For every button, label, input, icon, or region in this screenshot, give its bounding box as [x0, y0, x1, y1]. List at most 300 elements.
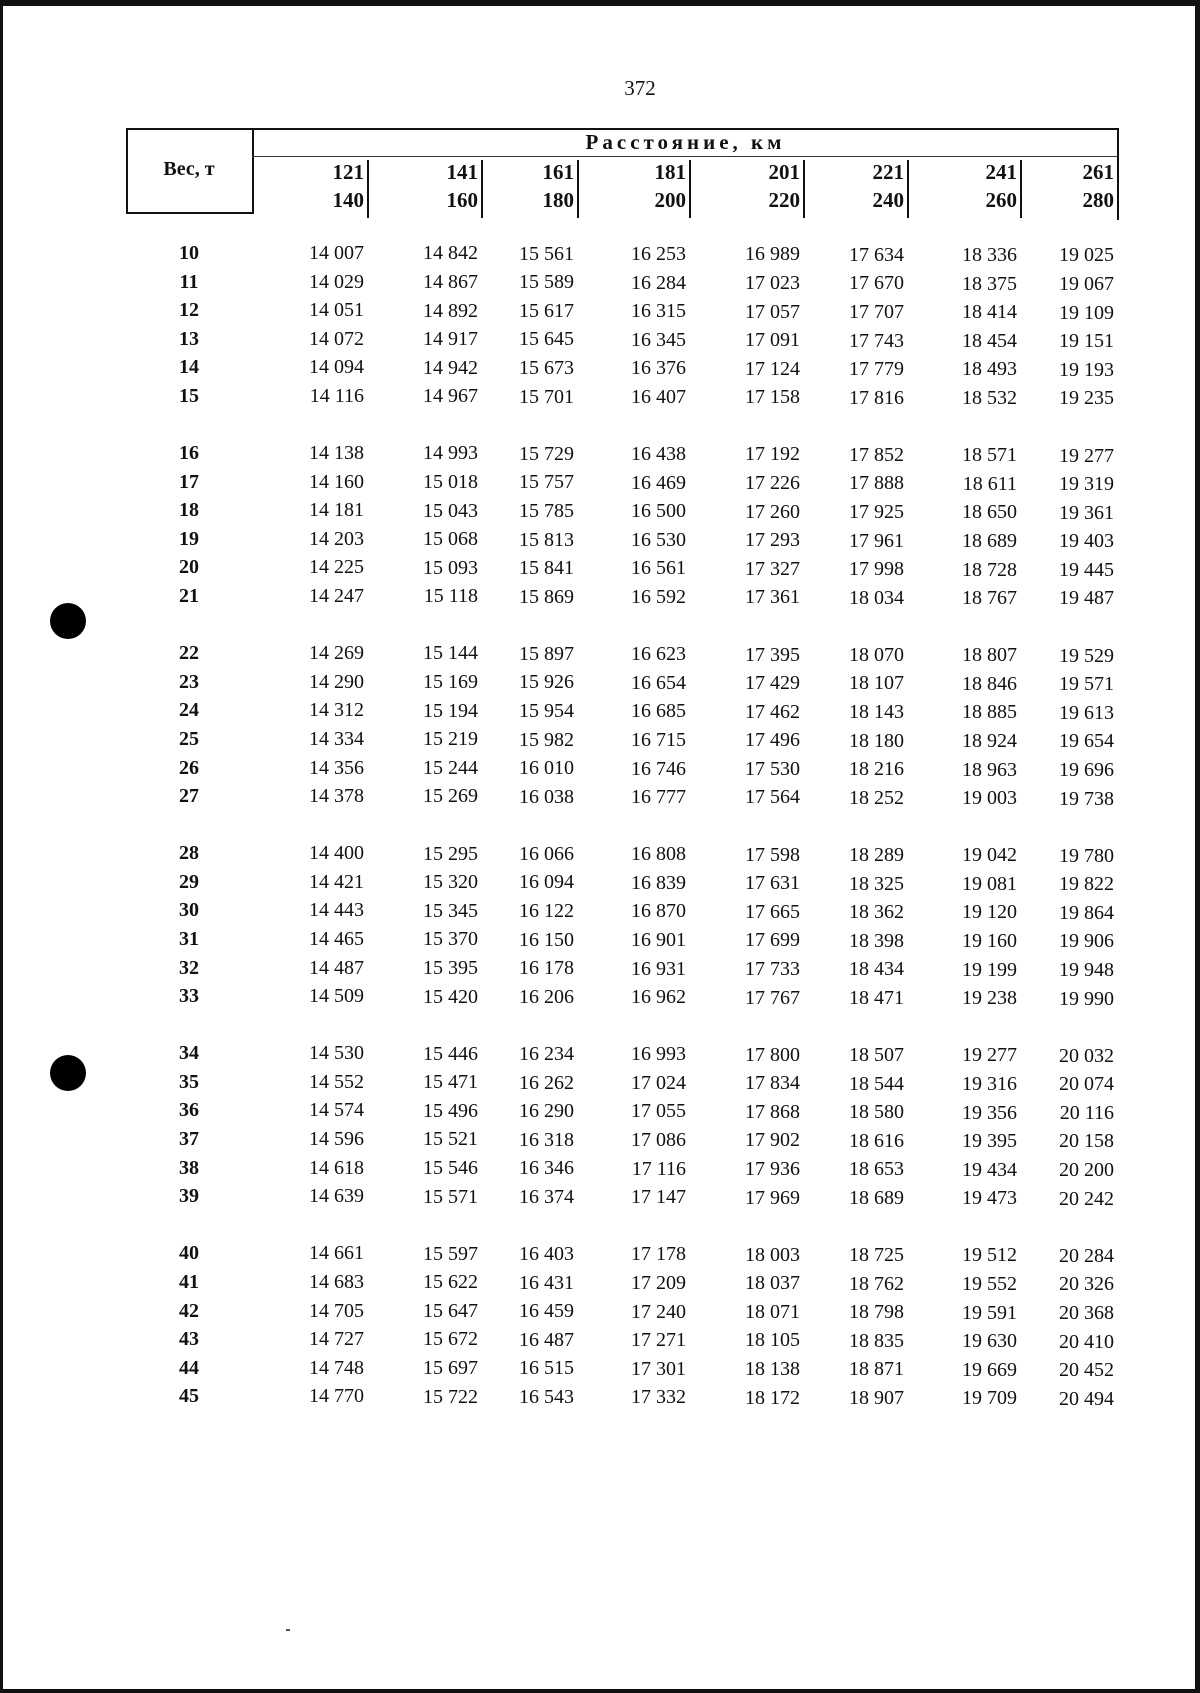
value-cell: 14 247 — [309, 585, 364, 608]
value-cell: 19 434 — [962, 1158, 1017, 1181]
value-cell: 14 138 — [309, 442, 364, 465]
row-group — [126, 642, 1119, 814]
table-row — [126, 1185, 1119, 1214]
value-cell: 17 902 — [745, 1129, 800, 1152]
value-cell: 17 564 — [745, 786, 800, 809]
range-to: 160 — [446, 188, 478, 212]
value-cell: 17 361 — [745, 586, 800, 609]
value-cell: 16 150 — [519, 928, 574, 951]
value-cell: 18 963 — [962, 758, 1017, 781]
value-cell: 15 813 — [519, 528, 574, 551]
value-cell: 17 209 — [631, 1271, 686, 1294]
value-cell: 16 262 — [519, 1071, 574, 1094]
value-cell: 15 673 — [519, 357, 574, 380]
value-cell: 17 024 — [631, 1071, 686, 1094]
row-group — [126, 242, 1119, 414]
value-cell: 18 289 — [849, 843, 904, 866]
value-cell: 14 661 — [309, 1242, 364, 1265]
scan-border-left — [0, 0, 3, 1693]
table-row — [126, 1357, 1119, 1386]
value-cell: 20 074 — [1059, 1073, 1114, 1096]
value-cell: 14 867 — [423, 270, 478, 293]
value-cell: 18 689 — [849, 1186, 904, 1209]
value-cell: 17 147 — [631, 1186, 686, 1209]
value-cell: 14 203 — [309, 527, 364, 550]
weight-cell: 14 — [179, 356, 199, 379]
weight-cell: 45 — [179, 1385, 199, 1408]
distance-header-rule — [252, 156, 1119, 157]
value-cell: 16 623 — [631, 643, 686, 666]
value-cell: 19 109 — [1059, 301, 1114, 324]
value-cell: 16 407 — [631, 386, 686, 409]
table-row — [126, 699, 1119, 728]
value-cell: 14 967 — [423, 385, 478, 408]
value-cell: 17 530 — [745, 757, 800, 780]
value-cell: 17 767 — [745, 986, 800, 1009]
value-cell: 15 320 — [423, 871, 478, 894]
table-row — [126, 1128, 1119, 1157]
value-cell: 19 990 — [1059, 987, 1114, 1010]
value-cell: 15 446 — [423, 1042, 478, 1065]
table-row — [126, 1042, 1119, 1071]
value-cell: 19 780 — [1059, 844, 1114, 867]
value-cell: 17 332 — [631, 1386, 686, 1409]
weight-cell: 16 — [179, 442, 199, 465]
table-row — [126, 871, 1119, 900]
weight-header-bottom-rule — [126, 212, 252, 214]
value-cell: 17 086 — [631, 1129, 686, 1152]
value-cell: 16 543 — [519, 1385, 574, 1408]
weight-cell: 20 — [179, 556, 199, 579]
scan-border-right — [1195, 0, 1200, 1693]
value-cell: 15 244 — [423, 756, 478, 779]
value-cell: 15 420 — [423, 985, 478, 1008]
table-row — [126, 1385, 1119, 1414]
weight-cell: 13 — [179, 327, 199, 350]
value-cell: 17 192 — [745, 443, 800, 466]
weight-cell: 40 — [179, 1242, 199, 1265]
value-cell: 17 327 — [745, 557, 800, 580]
weight-cell: 29 — [179, 870, 199, 893]
value-cell: 14 072 — [309, 327, 364, 350]
value-cell: 19 356 — [962, 1101, 1017, 1124]
value-cell: 15 496 — [423, 1099, 478, 1122]
range-header-3 — [576, 160, 688, 218]
value-cell: 18 762 — [849, 1272, 904, 1295]
value-cell: 17 816 — [849, 386, 904, 409]
value-cell: 16 253 — [631, 243, 686, 266]
value-cell: 19 948 — [1059, 959, 1114, 981]
value-cell: 15 645 — [519, 328, 574, 351]
value-cell: 19 025 — [1059, 244, 1114, 267]
value-cell: 18 336 — [962, 244, 1017, 267]
value-cell: 16 318 — [519, 1128, 574, 1151]
value-cell: 14 443 — [309, 899, 364, 922]
value-cell: 18 003 — [745, 1243, 800, 1266]
value-cell: 15 697 — [423, 1357, 478, 1380]
value-cell: 16 715 — [631, 728, 686, 751]
value-cell: 15 018 — [423, 471, 478, 493]
value-cell: 16 438 — [631, 443, 686, 466]
value-cell: 18 616 — [849, 1129, 904, 1152]
table-row — [126, 957, 1119, 986]
value-cell: 15 701 — [519, 385, 574, 408]
value-cell: 18 143 — [849, 701, 904, 724]
value-cell: 18 767 — [962, 587, 1017, 610]
value-cell: 20 158 — [1059, 1130, 1114, 1153]
range-header-0 — [252, 160, 366, 218]
table-row — [126, 328, 1119, 357]
value-cell: 14 465 — [309, 927, 364, 950]
punch-hole — [50, 1055, 86, 1091]
value-cell: 15 118 — [423, 585, 478, 608]
value-cell: 18 571 — [962, 444, 1017, 467]
value-cell: 16 901 — [631, 929, 686, 952]
value-cell: 14 727 — [309, 1328, 364, 1351]
value-cell: 17 057 — [745, 300, 800, 323]
range-header-2 — [480, 160, 576, 218]
range-from: 221 — [872, 160, 904, 184]
value-cell: 15 897 — [519, 642, 574, 665]
value-cell: 16 654 — [631, 671, 686, 694]
weight-cell: 31 — [179, 927, 199, 950]
value-cell: 17 998 — [849, 558, 904, 581]
value-cell: 19 630 — [962, 1330, 1017, 1353]
range-to: 260 — [985, 188, 1017, 212]
value-cell: 19 277 — [962, 1044, 1017, 1067]
weight-cell: 10 — [179, 242, 199, 264]
weight-cell: 34 — [179, 1042, 199, 1065]
weight-cell: 38 — [179, 1156, 199, 1179]
value-cell: 18 362 — [849, 901, 904, 924]
value-cell: 17 631 — [745, 872, 800, 895]
value-cell: 19 709 — [962, 1387, 1017, 1410]
value-cell: 17 834 — [745, 1072, 800, 1095]
value-cell: 18 434 — [849, 958, 904, 981]
value-cell: 17 178 — [631, 1243, 686, 1266]
value-cell: 19 529 — [1059, 644, 1114, 667]
value-cell: 16 206 — [519, 985, 574, 1008]
table-header — [126, 128, 1119, 220]
value-cell: 18 544 — [849, 1072, 904, 1095]
table-row — [126, 1157, 1119, 1186]
value-cell: 15 144 — [423, 642, 478, 665]
weight-cell: 17 — [179, 470, 199, 493]
value-cell: 20 368 — [1059, 1301, 1114, 1324]
weight-cell: 36 — [179, 1099, 199, 1122]
value-cell: 19 403 — [1059, 530, 1114, 553]
value-cell: 14 312 — [309, 699, 364, 722]
value-cell: 14 400 — [309, 842, 364, 865]
tariff-table-body — [126, 242, 1119, 1442]
value-cell: 15 926 — [519, 671, 574, 694]
table-row — [126, 499, 1119, 528]
table-row — [126, 299, 1119, 328]
value-cell: 15 672 — [423, 1328, 478, 1351]
value-cell: 17 961 — [849, 529, 904, 552]
value-cell: 16 870 — [631, 900, 686, 923]
value-cell: 17 969 — [745, 1186, 800, 1209]
value-cell: 20 200 — [1059, 1159, 1114, 1182]
value-cell: 19 193 — [1059, 358, 1114, 381]
range-from: 121 — [332, 160, 364, 184]
value-cell: 15 521 — [423, 1128, 478, 1151]
weight-cell: 15 — [179, 384, 199, 407]
table-row — [126, 728, 1119, 757]
value-cell: 18 252 — [849, 786, 904, 809]
value-cell: 19 696 — [1059, 758, 1114, 781]
value-cell: 14 051 — [309, 299, 364, 322]
value-cell: 14 378 — [309, 785, 364, 808]
value-cell: 16 500 — [631, 500, 686, 523]
value-cell: 15 869 — [519, 585, 574, 608]
value-cell: 16 962 — [631, 986, 686, 1009]
weight-cell: 21 — [179, 585, 199, 608]
value-cell: 19 552 — [962, 1273, 1017, 1295]
value-cell: 18 846 — [962, 672, 1017, 695]
weight-cell: 26 — [179, 756, 199, 779]
value-cell: 14 748 — [309, 1356, 364, 1379]
value-cell: 17 707 — [849, 300, 904, 323]
value-cell: 18 532 — [962, 387, 1017, 410]
value-cell: 15 093 — [423, 556, 478, 579]
value-cell: 14 509 — [309, 985, 364, 1008]
value-cell: 18 037 — [745, 1272, 800, 1295]
value-cell: 20 242 — [1059, 1187, 1114, 1210]
value-cell: 14 639 — [309, 1185, 364, 1208]
value-cell: 14 160 — [309, 470, 364, 493]
value-cell: 19 822 — [1059, 873, 1114, 896]
scan-border-bottom — [0, 1689, 1200, 1693]
value-cell: 17 598 — [745, 843, 800, 866]
value-cell: 14 094 — [309, 356, 364, 379]
value-cell: 17 158 — [745, 386, 800, 409]
range-to: 220 — [768, 188, 800, 212]
value-cell: 14 181 — [309, 499, 364, 522]
weight-cell: 12 — [179, 299, 199, 322]
value-cell: 17 936 — [745, 1158, 800, 1181]
row-group — [126, 842, 1119, 1014]
value-cell: 14 892 — [423, 299, 478, 322]
value-cell: 19 395 — [962, 1130, 1017, 1153]
weight-cell: 27 — [179, 785, 199, 808]
value-cell: 14 770 — [309, 1385, 364, 1408]
weight-cell: 25 — [179, 727, 199, 750]
value-cell: 15 043 — [423, 499, 478, 522]
value-cell: 19 669 — [962, 1358, 1017, 1381]
value-cell: 18 172 — [745, 1386, 800, 1409]
value-cell: 17 240 — [631, 1300, 686, 1323]
value-cell: 18 725 — [849, 1244, 904, 1267]
value-cell: 15 269 — [423, 785, 478, 808]
value-cell: 17 699 — [745, 929, 800, 952]
table-row — [126, 356, 1119, 385]
table-row — [126, 928, 1119, 957]
table-row — [126, 785, 1119, 814]
value-cell: 16 345 — [631, 328, 686, 351]
value-cell: 16 376 — [631, 357, 686, 380]
weight-cell: 24 — [179, 699, 199, 722]
value-cell: 20 032 — [1059, 1044, 1114, 1067]
value-cell: 18 107 — [849, 672, 904, 695]
range-header-1 — [366, 160, 480, 218]
value-cell: 19 120 — [962, 901, 1017, 924]
value-cell: 17 670 — [849, 272, 904, 295]
value-cell: 16 487 — [519, 1328, 574, 1351]
table-row — [126, 757, 1119, 786]
scan-speck — [286, 1629, 290, 1631]
value-cell: 16 122 — [519, 900, 574, 923]
value-cell: 16 010 — [519, 757, 574, 780]
value-cell: 17 293 — [745, 529, 800, 552]
range-header-4 — [688, 160, 802, 218]
weight-cell: 35 — [179, 1070, 199, 1093]
value-cell: 19 067 — [1059, 273, 1114, 296]
value-cell: 20 452 — [1059, 1359, 1114, 1382]
value-cell: 17 116 — [631, 1157, 686, 1180]
value-cell: 17 429 — [745, 672, 800, 695]
value-cell: 15 395 — [423, 956, 478, 979]
value-cell: 19 238 — [962, 987, 1017, 1010]
value-cell: 16 066 — [519, 842, 574, 865]
value-cell: 17 868 — [745, 1100, 800, 1123]
value-cell: 17 665 — [745, 900, 800, 923]
value-cell: 16 374 — [519, 1185, 574, 1208]
value-cell: 15 571 — [423, 1185, 478, 1208]
value-cell: 15 068 — [423, 528, 478, 551]
weight-cell: 11 — [179, 270, 199, 293]
table-row — [126, 642, 1119, 671]
value-cell: 14 290 — [309, 670, 364, 693]
value-cell: 18 924 — [962, 730, 1017, 752]
value-cell: 15 589 — [519, 271, 574, 294]
value-cell: 18 653 — [849, 1158, 904, 1181]
value-cell: 18 907 — [849, 1387, 904, 1410]
value-cell: 19 512 — [962, 1244, 1017, 1267]
value-cell: 15 622 — [423, 1271, 478, 1294]
value-cell: 16 178 — [519, 957, 574, 980]
weight-cell: 22 — [179, 642, 199, 665]
weight-cell: 28 — [179, 842, 199, 865]
value-cell: 14 618 — [309, 1156, 364, 1179]
table-row — [126, 442, 1119, 471]
value-cell: 14 356 — [309, 756, 364, 779]
value-cell: 19 319 — [1059, 473, 1114, 496]
weight-cell: 41 — [179, 1270, 199, 1293]
value-cell: 17 124 — [745, 357, 800, 380]
value-cell: 15 295 — [423, 842, 478, 865]
value-cell: 19 487 — [1059, 587, 1114, 610]
value-cell: 19 199 — [962, 958, 1017, 981]
table-row — [126, 585, 1119, 614]
value-cell: 16 346 — [519, 1157, 574, 1180]
weight-cell: 32 — [179, 956, 199, 979]
value-cell: 17 091 — [745, 329, 800, 352]
value-cell: 18 375 — [962, 272, 1017, 295]
value-cell: 19 613 — [1059, 701, 1114, 724]
value-cell: 18 507 — [849, 1044, 904, 1066]
value-cell: 18 398 — [849, 929, 904, 952]
value-cell: 17 462 — [745, 700, 800, 723]
range-header-6 — [906, 160, 1019, 218]
range-from: 241 — [985, 160, 1017, 184]
value-cell: 19 081 — [962, 872, 1017, 895]
range-to: 200 — [654, 188, 686, 212]
value-cell: 14 029 — [309, 270, 364, 293]
value-cell: 20 116 — [1059, 1101, 1114, 1124]
value-cell: 16 592 — [631, 586, 686, 609]
value-cell: 16 038 — [519, 785, 574, 808]
value-cell: 17 779 — [849, 358, 904, 381]
value-cell: 14 842 — [423, 242, 478, 265]
value-cell: 16 993 — [631, 1043, 686, 1066]
value-cell: 16 403 — [519, 1243, 574, 1265]
table-row — [126, 528, 1119, 557]
distance-header: Расстояние, км — [585, 130, 786, 154]
value-cell: 18 611 — [962, 472, 1017, 495]
value-cell: 17 888 — [849, 472, 904, 495]
value-cell: 19 235 — [1059, 387, 1114, 410]
value-cell: 16 315 — [631, 300, 686, 323]
value-cell: 19 473 — [962, 1187, 1017, 1210]
value-cell: 16 469 — [631, 471, 686, 494]
value-cell: 15 345 — [423, 899, 478, 922]
value-cell: 18 807 — [962, 644, 1017, 667]
value-cell: 19 277 — [1059, 444, 1114, 467]
value-cell: 17 852 — [849, 443, 904, 466]
value-cell: 18 071 — [745, 1300, 800, 1323]
value-cell: 17 733 — [745, 957, 800, 980]
value-cell: 17 496 — [745, 729, 800, 752]
value-cell: 15 729 — [519, 442, 574, 465]
value-cell: 17 055 — [631, 1100, 686, 1123]
value-cell: 17 023 — [745, 271, 800, 294]
value-cell: 14 007 — [309, 242, 364, 264]
range-from: 161 — [542, 160, 574, 184]
value-cell: 18 216 — [849, 758, 904, 781]
value-cell: 14 596 — [309, 1128, 364, 1151]
row-group — [126, 1242, 1119, 1414]
value-cell: 14 334 — [309, 727, 364, 750]
value-cell: 18 414 — [962, 301, 1017, 324]
value-cell: 19 571 — [1059, 673, 1114, 696]
value-cell: 14 552 — [309, 1070, 364, 1093]
value-cell: 18 885 — [962, 701, 1017, 724]
value-cell: 16 808 — [631, 843, 686, 866]
table-row — [126, 985, 1119, 1014]
value-cell: 14 530 — [309, 1042, 364, 1065]
value-cell: 16 459 — [519, 1300, 574, 1323]
range-to: 140 — [332, 188, 364, 212]
weight-cell: 42 — [179, 1299, 199, 1322]
range-to: 280 — [1082, 188, 1114, 212]
range-from: 201 — [768, 160, 800, 184]
weight-header: Вес, т — [163, 158, 215, 180]
value-cell: 18 835 — [849, 1329, 904, 1352]
value-cell: 15 370 — [423, 928, 478, 951]
weight-cell: 18 — [179, 499, 199, 522]
value-cell: 19 042 — [962, 844, 1017, 867]
value-cell: 16 746 — [631, 757, 686, 780]
value-cell: 16 284 — [631, 271, 686, 294]
value-cell: 17 395 — [745, 643, 800, 666]
table-row — [126, 1242, 1119, 1271]
table-row — [126, 385, 1119, 414]
value-cell: 20 284 — [1059, 1244, 1114, 1267]
value-cell: 14 942 — [423, 356, 478, 379]
value-cell: 15 617 — [519, 299, 574, 322]
value-cell: 17 301 — [631, 1357, 686, 1380]
